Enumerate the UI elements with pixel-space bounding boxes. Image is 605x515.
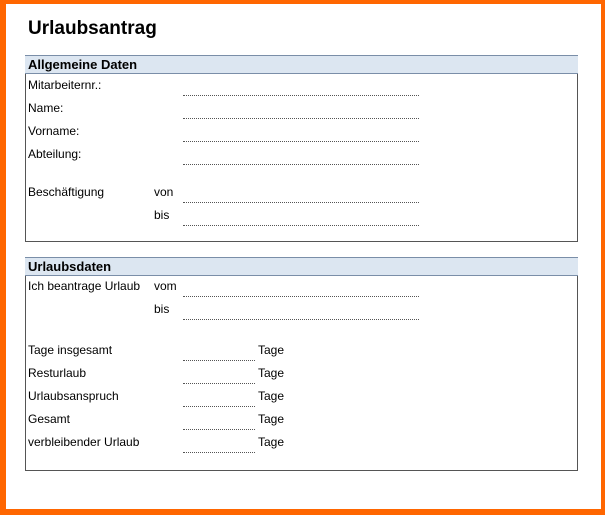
remaining-leave-field[interactable] — [183, 383, 255, 384]
vacation-from-field[interactable] — [183, 296, 419, 297]
vacation-from-label: vom — [154, 279, 177, 293]
first-name-label: Vorname: — [28, 124, 80, 138]
employee-number-field[interactable] — [183, 95, 419, 96]
leftover-leave-label: verbleibender Urlaub — [28, 435, 140, 449]
total-field[interactable] — [183, 429, 255, 430]
employment-from-label: von — [154, 185, 174, 199]
general-data-section — [25, 55, 578, 242]
total-days-field[interactable] — [183, 360, 255, 361]
form-page — [6, 4, 601, 509]
department-label: Abteilung: — [28, 147, 82, 161]
total-days-unit: Tage — [258, 343, 285, 357]
leftover-leave-field[interactable] — [183, 452, 255, 453]
section-header-vacation: Urlaubsdaten — [25, 257, 578, 276]
form-title: Urlaubsantrag — [28, 18, 157, 39]
employment-from-field[interactable] — [183, 202, 419, 203]
total-label: Gesamt — [28, 412, 71, 426]
entitlement-label: Urlaubsanspruch — [28, 389, 119, 403]
employment-to-label: bis — [154, 208, 170, 222]
department-field[interactable] — [183, 164, 419, 165]
entitlement-unit: Tage — [258, 389, 285, 403]
remaining-leave-label: Resturlaub — [28, 366, 87, 380]
entitlement-field[interactable] — [183, 406, 255, 407]
employment-to-field[interactable] — [183, 225, 419, 226]
section-header-general: Allgemeine Daten — [25, 55, 578, 74]
remaining-leave-unit: Tage — [258, 366, 285, 380]
vacation-data-section — [25, 257, 578, 471]
vacation-to-label: bis — [154, 302, 170, 316]
first-name-field[interactable] — [183, 141, 419, 142]
employee-number-label: Mitarbeiternr.: — [28, 78, 102, 92]
total-unit: Tage — [258, 412, 285, 426]
name-label: Name: — [28, 101, 64, 115]
name-field[interactable] — [183, 118, 419, 119]
vacation-to-field[interactable] — [183, 319, 419, 320]
total-days-label: Tage insgesamt — [28, 343, 113, 357]
request-label: Ich beantrage Urlaub — [28, 279, 141, 293]
leftover-leave-unit: Tage — [258, 435, 285, 449]
employment-label: Beschäftigung — [28, 185, 105, 199]
